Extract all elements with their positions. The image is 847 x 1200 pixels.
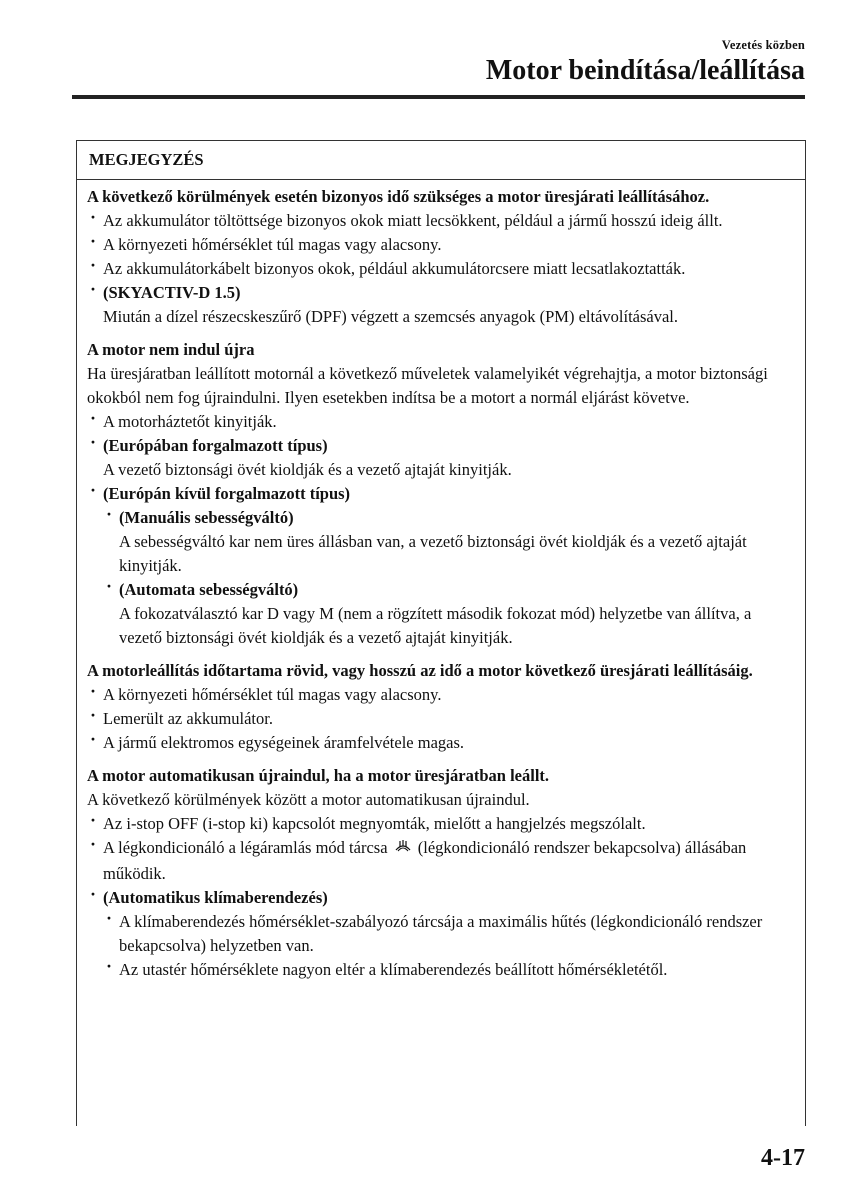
skyactiv-text: Miután a dízel részecskeszűrő (DPF) végzett a szemcsés anyagok (PM) eltávolításával.: [103, 307, 679, 326]
list-item: · A klímaberendezés hőmérséklet-szabályozó tárcsája a maximális hűtés (légkondicionáló rendszer bekapcsolva) helyzetben van.: [103, 910, 795, 958]
list-item: · Az i-stop OFF (i-stop ki) kapcsolót megnyomták, mielőtt a hangjelzés megszólalt.: [87, 812, 795, 836]
duration-heading: A motorleállítás időtartama rövid, vagy hosszú az idő a motor következő üresjárati leállításáig.: [87, 661, 753, 680]
outside-label: (Európán kívül forgalmazott típus): [103, 484, 351, 503]
ac-text-before: A légkondicionáló a légáramlás mód tárcsa: [103, 838, 388, 857]
list-item-outside-europe: [87, 482, 795, 650]
list-item: · A motorháztetőt kinyitják.: [87, 410, 795, 434]
list-item: · Az utastér hőmérséklete nagyon eltér a klímaberendezés beállított hőmérsékletétől.: [103, 958, 795, 982]
list-item-climate: [87, 886, 795, 982]
note-body: [77, 180, 805, 982]
restart-list: [87, 410, 795, 650]
title-rule: [72, 95, 805, 99]
europe-text: A vezető biztonsági övét kioldják és a vezető ajtaját kinyitják.: [103, 460, 512, 479]
section-label: Vezetés közben: [721, 38, 805, 52]
duration-list: [87, 683, 795, 755]
ac-text-after: (légkondicionáló rendszer bekapcsolva) állásában működik.: [103, 838, 747, 883]
list-item-auto: [103, 578, 795, 650]
list-item-ac: [87, 836, 795, 886]
skyactiv-label: (SKYACTIV-D 1.5): [103, 283, 241, 302]
list-item: · Az akkumulátorkábelt bizonyos okok, például akkumulátorcsere miatt lecsatlakoztatták.: [87, 257, 795, 281]
ac-airflow-icon: [394, 838, 412, 862]
manual-label: (Manuális sebességváltó): [119, 508, 294, 527]
note-heading: MEGJEGYZÉS: [77, 141, 805, 180]
page-title: Motor beindítása/leállítása: [485, 55, 805, 86]
autostart-heading: A motor automatikusan újraindul, ha a motor üresjáratban leállt.: [87, 766, 550, 785]
restart-heading: A motor nem indul újra: [87, 340, 255, 359]
intro-heading: A következő körülmények esetén bizonyos idő szükséges a motor üresjárati leállításához.: [87, 187, 710, 206]
restart-text: Ha üresjáratban leállított motornál a következő műveletek valamelyikét végrehajtja, a motor biztonsági okokból nem fog újraindulni. Ilyen esetekben indítsa be a motort a normál eljárást követve.: [87, 364, 768, 407]
note-box: [76, 140, 806, 1126]
climate-sublist: [103, 910, 795, 982]
page-number: 4-17: [761, 1145, 805, 1171]
list-item-skyactiv: [87, 281, 795, 329]
list-item: · A környezeti hőmérséklet túl magas vagy alacsony.: [87, 233, 795, 257]
auto-label: (Automata sebességváltó): [119, 580, 299, 599]
autostart-text: A következő körülmények között a motor automatikusan újraindul.: [87, 790, 530, 809]
auto-text: A fokozatválasztó kar D vagy M (nem a rögzített második fokozat mód) helyzetbe van állítva, a vezető biztonsági övét kioldják és a vezető ajtaját kinyitják.: [119, 604, 752, 647]
autostart-list: [87, 812, 795, 982]
europe-label: (Európában forgalmazott típus): [103, 436, 328, 455]
manual-text: A sebességváltó kar nem üres állásban van, a vezető biztonsági övét kioldják és a vezető ajtaját kinyitják.: [119, 532, 747, 575]
list-item-manual: [103, 506, 795, 578]
outside-sublist: [103, 506, 795, 650]
list-item: · Lemerült az akkumulátor.: [87, 707, 795, 731]
list-item-europe: [87, 434, 795, 482]
list-item: · A jármű elektromos egységeinek áramfelvétele magas.: [87, 731, 795, 755]
list-item: · Az akkumulátor töltöttsége bizonyos okok miatt lecsökkent, például a jármű hosszú ideig állt.: [87, 209, 795, 233]
climate-label: (Automatikus klímaberendezés): [103, 888, 328, 907]
list-item: · A környezeti hőmérséklet túl magas vagy alacsony.: [87, 683, 795, 707]
intro-list: [87, 209, 795, 329]
